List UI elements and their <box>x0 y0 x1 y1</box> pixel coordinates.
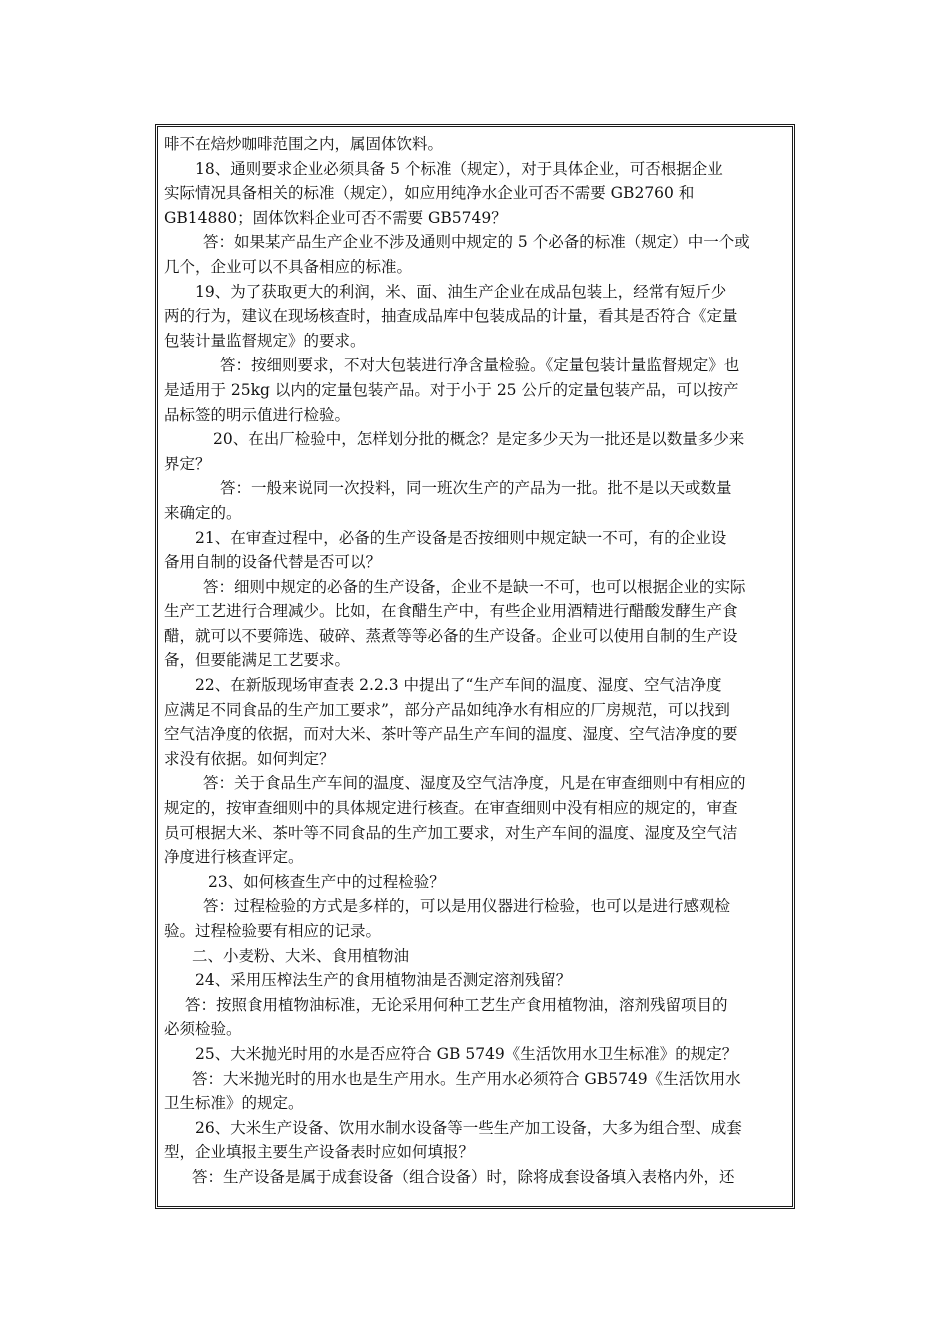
text-line: 几个，企业可以不具备相应的标准。 <box>164 257 413 276</box>
text-line: 答：过程检验的方式是多样的，可以是用仪器进行检验，也可以是进行感观检 <box>203 897 731 916</box>
text-line: 答：按细则要求，不对大包装进行净含量检验。《定量包装计量监督规定》也 <box>220 356 740 375</box>
text-line: 必须检验。 <box>164 1020 242 1039</box>
text-line: 备用自制的设备代替是否可以？ <box>164 553 382 572</box>
text-line: 26、大米生产设备、饮用水制水设备等一些生产加工设备，大多为组合型、成套 <box>195 1118 742 1137</box>
text-line: 求没有依据。如何判定？ <box>164 749 335 768</box>
text-line: 答：关于食品生产车间的温度、湿度及空气洁净度，凡是在审查细则中有相应的 <box>203 774 746 793</box>
text-line: 21、在审查过程中，必备的生产设备是否按细则中规定缺一不可，有的企业设 <box>195 528 727 547</box>
text-line: 答：细则中规定的必备的生产设备，企业不是缺一不可，也可以根据企业的实际 <box>203 577 746 596</box>
document-frame <box>155 124 795 1209</box>
text-line: 品标签的明示值进行检验。 <box>164 405 351 424</box>
text-line: 醋，就可以不要筛选、破碎、蒸煮等等必备的生产设备。企业可以使用自制的生产设 <box>164 626 738 645</box>
text-line: 答：按照食用植物油标准，无论采用何种工艺生产食用植物油，溶剂残留项目的 <box>185 995 728 1014</box>
text-line: 生产工艺进行合理减少。比如，在食醋生产中，有些企业用酒精进行醋酸发酵生产食 <box>164 602 738 621</box>
text-line: 实际情况具备相关的标准（规定），如应用纯净水企业可否不需要 GB2760 和 <box>164 184 695 203</box>
text-line: 23、如何核查生产中的过程检验？ <box>208 872 445 891</box>
text-line: 20、在出厂检验中，怎样划分批的概念？是定多少天为一批还是以数量多少来 <box>213 430 745 449</box>
text-line: 来确定的。 <box>164 503 242 522</box>
text-line: 22、在新版现场审查表 2.2.3 中提出了“生产车间的温度、湿度、空气洁净度 <box>195 676 722 695</box>
text-line: 答：如果某产品生产企业不涉及通则中规定的 5 个必备的标准（规定）中一个或 <box>203 233 750 252</box>
text-line: 空气洁净度的依据，而对大米、茶叶等产品生产车间的温度、湿度、空气洁净度的要 <box>164 725 738 744</box>
text-line: 答：生产设备是属于成套设备（组合设备）时，除将成套设备填入表格内外，还 <box>192 1167 735 1186</box>
text-line: 型，企业填报主要生产设备表时应如何填报？ <box>164 1143 475 1162</box>
document-body <box>157 126 793 1207</box>
text-line: 是适用于 25kg 以内的定量包装产品。对于小于 25 公斤的定量包装产品，可以按产 <box>164 380 739 399</box>
text-line: 规定的，按审查细则中的具体规定进行核查。在审查细则中没有相应的规定的，审查 <box>164 799 738 818</box>
text-line: 净度进行核查评定。 <box>164 848 304 867</box>
text-line: 员可根据大米、茶叶等不同食品的生产加工要求，对生产车间的温度、湿度及空气洁 <box>164 823 738 842</box>
text-line: 18、通则要求企业必须具备 5 个标准（规定），对于具体企业，可否根据企业 <box>195 159 723 178</box>
text-line: 界定？ <box>164 454 211 473</box>
text-line: 应满足不同食品的生产加工要求”，部分产品如纯净水有相应的厂房规范，可以找到 <box>164 700 730 719</box>
text-line: 啡不在焙炒咖啡范围之内，属固体饮料。 <box>164 135 444 153</box>
text-line: 包装计量监督规定》的要求。 <box>164 331 366 350</box>
text-line: 答：一般来说同一次投料，同一班次生产的产品为一批。批不是以天或数量 <box>220 479 732 498</box>
text-line: 卫生标准》的规定。 <box>164 1094 304 1113</box>
text-line: GB14880；固体饮料企业可否不需要 GB5749？ <box>164 208 507 227</box>
text-line: 验。过程检验要有相应的记录。 <box>164 922 382 940</box>
text-line: 二、小麦粉、大米、食用植物油 <box>192 946 410 965</box>
text-line: 答：大米抛光时的用水也是生产用水。生产用水必须符合 GB5749《生活饮用水 <box>192 1069 741 1088</box>
text-line: 24、采用压榨法生产的食用植物油是否测定溶剂残留？ <box>195 971 572 990</box>
text-line: 两的行为，建议在现场核查时，抽查成品库中包装成品的计量，看其是否符合《定量 <box>164 307 738 326</box>
text-line: 25、大米抛光时用的水是否应符合 GB 5749《生活饮用水卫生标准》的规定？ <box>195 1044 738 1063</box>
text-line: 备，但要能满足工艺要求。 <box>164 651 351 670</box>
text-line: 19、为了获取更大的利润，米、面、油生产企业在成品包装上，经常有短斤少 <box>195 282 727 301</box>
